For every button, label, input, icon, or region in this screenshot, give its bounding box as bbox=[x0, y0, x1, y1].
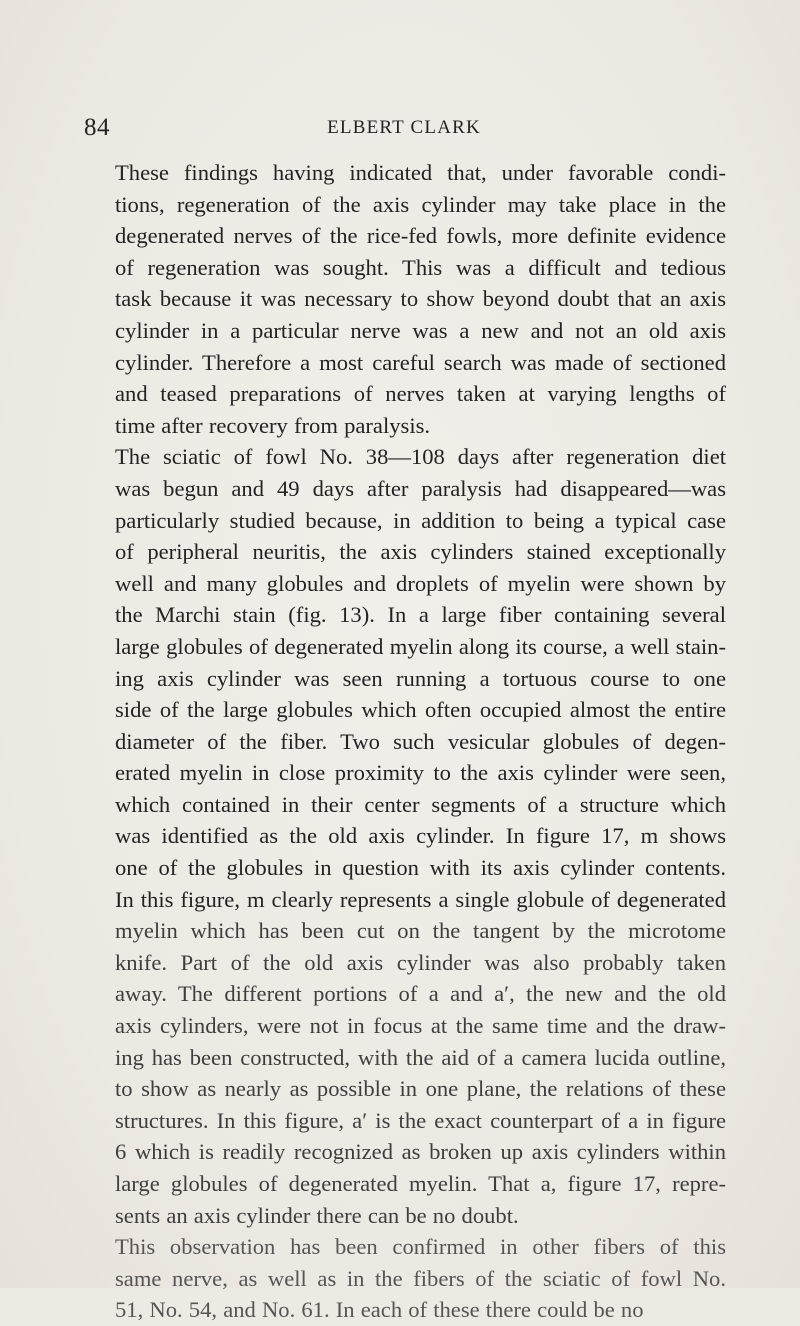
body-text bbox=[68, 157, 726, 1326]
text-line: These findings having indicated that, under favorable condi- bbox=[115, 160, 726, 185]
text-line: erated myelin in close proximity to the axis cylinder were seen, bbox=[115, 760, 726, 786]
text-line: of regeneration was sought. This was a difficult and tedious bbox=[115, 254, 726, 280]
text-line: same nerve, as well as in the fibers of the sciatic of fowl No. bbox=[115, 1265, 726, 1291]
running-head: ELBERT CLARK bbox=[327, 117, 481, 138]
text-line: knife. Part of the old axis cylinder was also probably taken bbox=[115, 949, 726, 975]
text-line: the Marchi stain (fig. 13). In a large fiber containing several bbox=[115, 602, 726, 628]
text-line: particularly studied because, in addition to being a typical case bbox=[115, 507, 726, 533]
text-line: 51, No. 54, and No. 61. In each of these there could be no bbox=[115, 1297, 644, 1323]
text-line: was begun and 49 days after paralysis had disappeared—was bbox=[115, 475, 726, 501]
text-line: and teased preparations of nerves taken at varying lengths of bbox=[115, 381, 726, 407]
paragraph-1 bbox=[68, 157, 726, 441]
text-line: tions, regeneration of the axis cylinder may take place in the bbox=[115, 191, 726, 217]
text-line: of peripheral neuritis, the axis cylinders stained exceptionally bbox=[115, 539, 726, 565]
text-line: The sciatic of fowl No. 38—108 days after regeneration diet bbox=[115, 444, 726, 470]
text-line: task because it was necessary to show beyond doubt that an axis bbox=[115, 286, 726, 312]
text-line: ing has been constructed, with the aid of a camera lucida outline, bbox=[115, 1044, 726, 1070]
text-line: which contained in their center segments of a structure which bbox=[115, 791, 726, 817]
text-line: side of the large globules which often occupied almost the entire bbox=[115, 697, 726, 723]
text-line: large globules of degenerated myelin along its course, a well stain- bbox=[115, 633, 726, 659]
text-line: myelin which has been cut on the tangent by the microtome bbox=[115, 918, 726, 944]
page-number: 84 bbox=[84, 114, 110, 141]
text-line: This observation has been confirmed in other fibers of this bbox=[115, 1234, 726, 1260]
text-line: 6 which is readily recognized as broken up axis cylinders within bbox=[115, 1139, 726, 1165]
text-line: diameter of the fiber. Two such vesicular globules of degen- bbox=[115, 728, 726, 754]
text-line: cylinder. Therefore a most careful search was made of sectioned bbox=[115, 349, 726, 375]
text-line: one of the globules in question with its axis cylinder contents. bbox=[115, 855, 726, 881]
text-line: well and many globules and droplets of myelin were shown by bbox=[115, 570, 726, 596]
page-header bbox=[84, 114, 724, 148]
text-line: ing axis cylinder was seen running a tortuous course to one bbox=[115, 665, 726, 691]
text-line: In this figure, m clearly represents a single globule of degenerated bbox=[115, 886, 726, 912]
paragraph-3 bbox=[68, 1231, 726, 1326]
text-line: away. The different portions of a and a′, the new and the old bbox=[115, 981, 726, 1007]
paragraph-2 bbox=[68, 441, 726, 1231]
text-line: cylinder in a particular nerve was a new and not an old axis bbox=[115, 317, 726, 343]
text-line: structures. In this figure, a′ is the exact counterpart of a in figure bbox=[115, 1107, 726, 1133]
text-line: to show as nearly as possible in one plane, the relations of these bbox=[115, 1076, 726, 1102]
text-line: was identified as the old axis cylinder. In figure 17, m shows bbox=[115, 823, 726, 849]
text-line: degenerated nerves of the rice-fed fowls, more definite evidence bbox=[115, 223, 726, 249]
text-line: large globules of degenerated myelin. That a, figure 17, repre- bbox=[115, 1171, 726, 1196]
text-line: axis cylinders, were not in focus at the same time and the draw- bbox=[115, 1013, 726, 1039]
text-line: time after recovery from paralysis. bbox=[115, 412, 431, 438]
text-line: sents an axis cylinder there can be no doubt. bbox=[115, 1202, 519, 1228]
